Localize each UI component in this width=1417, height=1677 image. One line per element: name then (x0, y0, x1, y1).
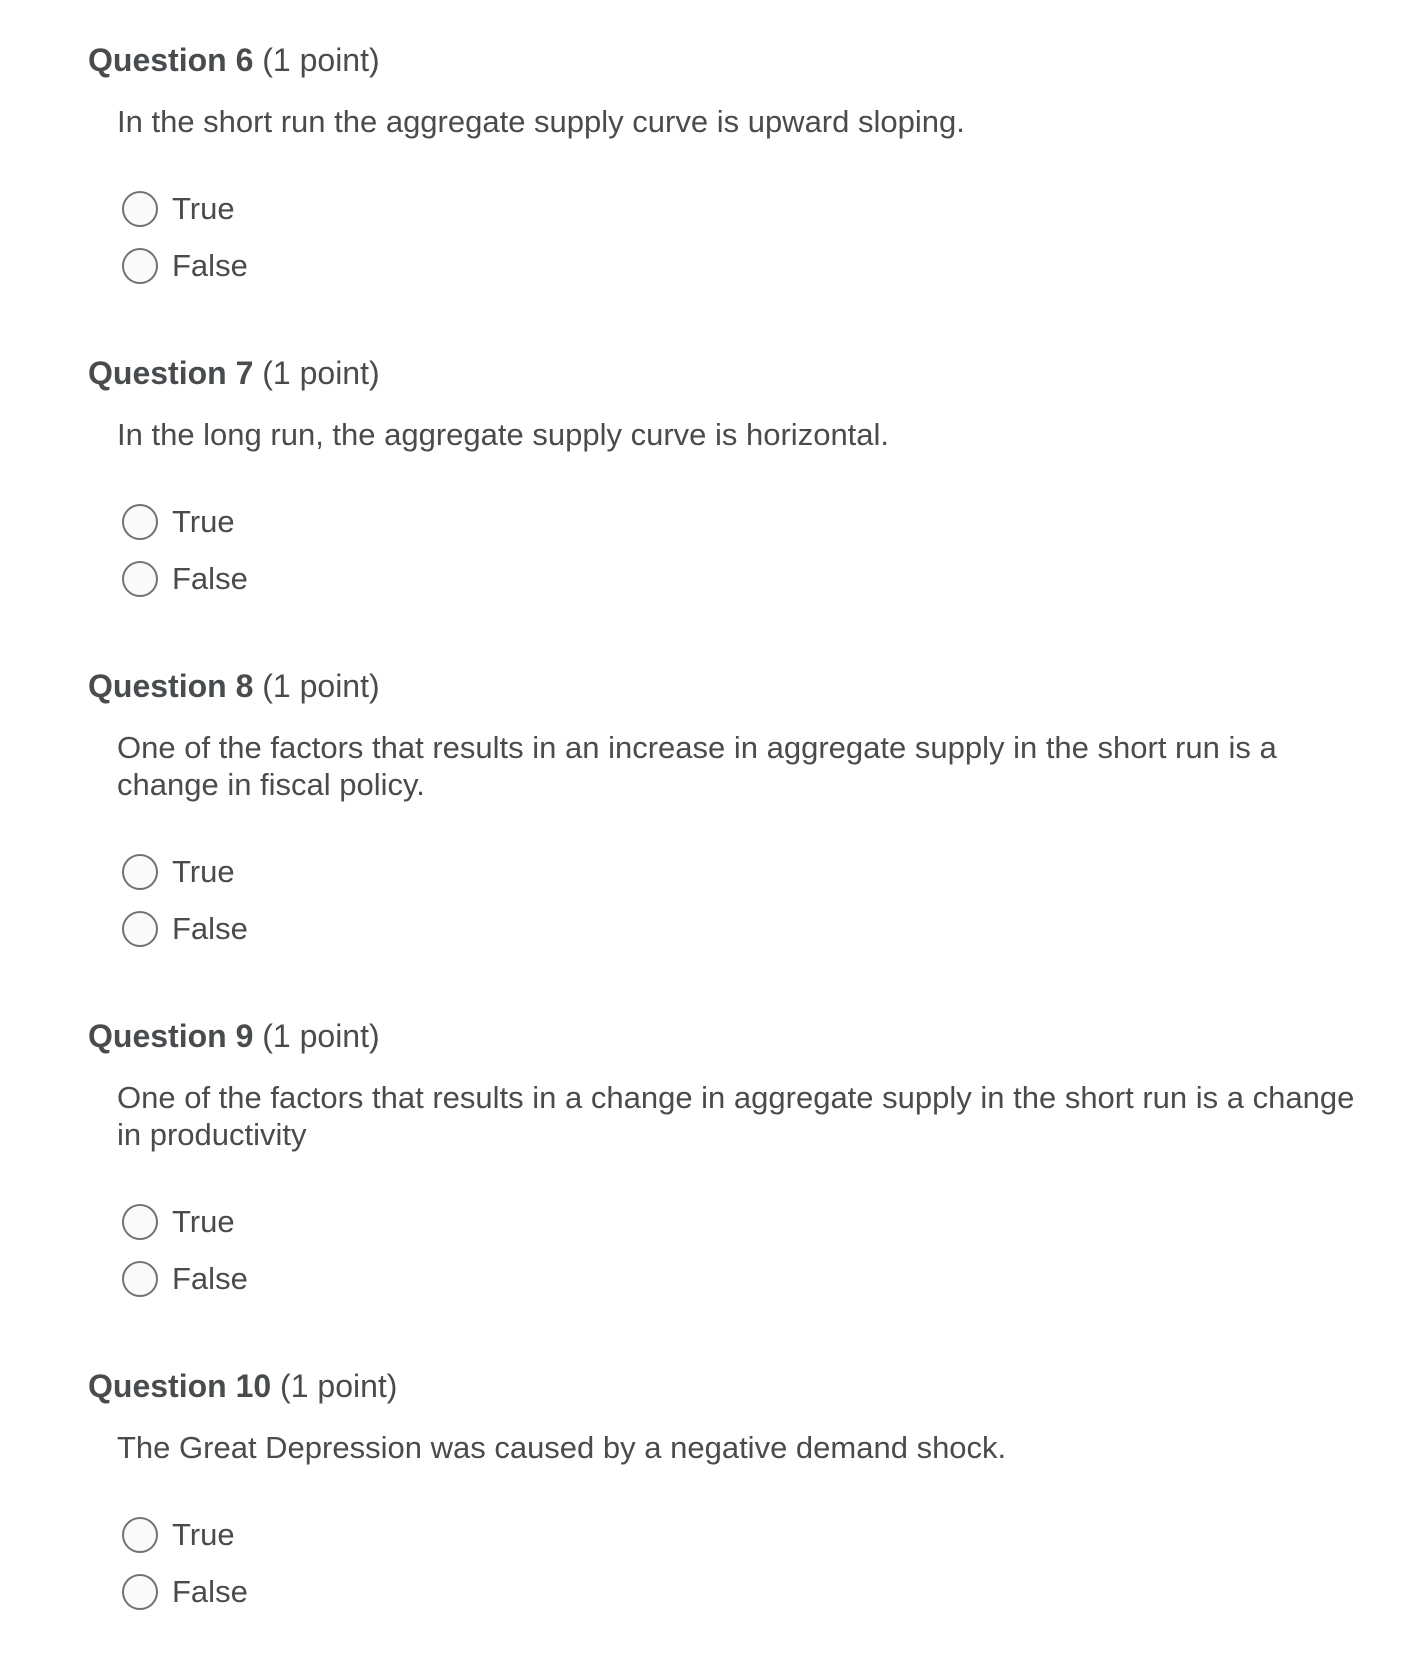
question-header (88, 666, 380, 706)
radio-button[interactable] (122, 1261, 158, 1297)
question-title: Question 8 (88, 668, 254, 704)
question-text: The Great Depression was caused by a negative demand shock. (117, 1430, 1007, 1465)
radio-button[interactable] (122, 1574, 158, 1610)
radio-button[interactable] (122, 1517, 158, 1553)
option-label[interactable]: False (172, 1574, 248, 1609)
option-label[interactable]: False (172, 1261, 248, 1296)
question-text: In the short run the aggregate supply curve is upward sloping. (117, 104, 965, 139)
radio-button[interactable] (122, 191, 158, 227)
question-title: Question 10 (88, 1368, 272, 1404)
option-label[interactable]: True (172, 854, 235, 889)
question-title: Question 6 (88, 42, 254, 78)
question-points: (1 point) (262, 1018, 380, 1054)
question-points: (1 point) (262, 668, 380, 704)
question-points: (1 point) (262, 355, 380, 391)
question-text: In the long run, the aggregate supply curve is horizontal. (117, 417, 890, 452)
option-label[interactable]: False (172, 911, 248, 946)
option-label[interactable]: False (172, 248, 248, 283)
option-label[interactable]: True (172, 191, 235, 226)
question-header (88, 40, 380, 80)
question-title: Question 9 (88, 1018, 254, 1054)
radio-button[interactable] (122, 248, 158, 284)
question-header (88, 1366, 397, 1406)
radio-button[interactable] (122, 911, 158, 947)
question-points: (1 point) (262, 42, 380, 78)
question-header (88, 353, 380, 393)
radio-button[interactable] (122, 1204, 158, 1240)
question-text: One of the factors that results in a change in aggregate supply in the short run is a change in productivity (117, 1080, 1355, 1152)
option-label[interactable]: True (172, 1517, 235, 1552)
radio-button[interactable] (122, 854, 158, 890)
option-label[interactable]: False (172, 561, 248, 596)
question-header (88, 1016, 380, 1056)
option-label[interactable]: True (172, 504, 235, 539)
radio-button[interactable] (122, 504, 158, 540)
radio-button[interactable] (122, 561, 158, 597)
option-label[interactable]: True (172, 1204, 235, 1239)
question-text: One of the factors that results in an increase in aggregate supply in the short run is a change in fiscal policy. (117, 730, 1277, 802)
question-title: Question 7 (88, 355, 254, 391)
question-points: (1 point) (280, 1368, 398, 1404)
